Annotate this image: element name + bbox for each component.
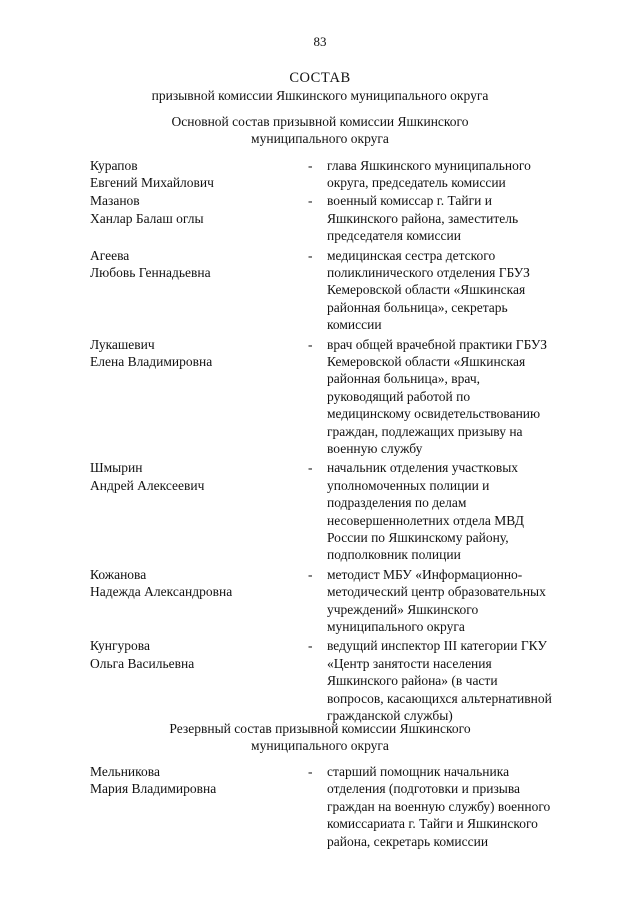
- member-surname: Кожанова: [90, 566, 147, 582]
- reserve-section-heading-line: Резервный состав призывной комиссии Яшкинского: [169, 721, 471, 736]
- description-line: ведущий инспектор III категории ГКУ: [327, 638, 547, 654]
- member-given-names: Андрей Алексеевич: [90, 477, 205, 493]
- member-surname: Шмырин: [90, 460, 143, 476]
- member-surname: Агеева: [90, 247, 130, 263]
- member-surname: Лукашевич: [90, 336, 155, 352]
- member-given-names: Надежда Александровна: [90, 584, 233, 600]
- member-given-names: Ханлар Балаш оглы: [90, 210, 204, 226]
- description-line: Кемеровской области «Яшкинская: [327, 353, 526, 369]
- description-line: района, секретарь комиссии: [327, 833, 489, 849]
- reserve-members-list: [0, 763, 640, 850]
- main-section-heading-line: Основной состав призывной комиссии Яшкинского: [171, 114, 469, 129]
- member-description: [327, 192, 589, 244]
- page-number: 83: [313, 34, 327, 49]
- member-description: [327, 336, 589, 458]
- member-row: [0, 157, 640, 192]
- description-line: граждан на военную службу) военного: [327, 798, 551, 814]
- description-line: старший помощник начальника: [327, 764, 510, 779]
- member-row: [0, 637, 640, 724]
- description-line: комиссариата г. Тайги и Яшкинского: [327, 816, 538, 832]
- member-surname: Мазанов: [90, 193, 140, 209]
- member-description: [327, 157, 589, 192]
- member-description: [327, 763, 589, 850]
- member-row: [0, 459, 640, 563]
- description-line: муниципального округа: [327, 618, 465, 634]
- description-line: врач общей врачебной практики ГБУЗ: [327, 336, 548, 352]
- member-dash: -: [308, 460, 313, 476]
- member-row: [0, 247, 640, 334]
- member-row: [0, 192, 640, 244]
- description-line: несовершеннолетних отдела МВД: [327, 512, 524, 528]
- member-name: [90, 637, 290, 672]
- member-dash: -: [308, 638, 313, 654]
- description-line: медицинская сестра детского: [327, 247, 496, 263]
- description-line: Яшкинского района, заместитель: [327, 210, 519, 226]
- document-subtitle: призывной комиссии Яшкинского муниципального округа: [151, 88, 489, 103]
- member-given-names: Евгений Михайлович: [90, 175, 214, 191]
- member-surname: Кунгурова: [90, 638, 150, 654]
- description-line: гражданской службы): [327, 707, 453, 723]
- description-line: поликлинического отделения ГБУЗ: [327, 264, 530, 280]
- reserve-section-heading: [0, 720, 640, 755]
- member-row: [0, 566, 640, 636]
- main-section-heading-line: муниципального округа: [251, 131, 389, 147]
- member-given-names: Елена Владимировна: [90, 353, 213, 369]
- description-line: округа, председатель комиссии: [327, 175, 506, 191]
- member-given-names: Мария Владимировна: [90, 781, 217, 797]
- description-line: военную службу: [327, 441, 423, 457]
- member-dash: -: [308, 193, 313, 209]
- document-title: СОСТАВ: [289, 70, 351, 86]
- reserve-section-heading-line: муниципального округа: [251, 738, 389, 754]
- member-dash: -: [308, 158, 313, 173]
- description-line: медицинскому освидетельствованию: [327, 406, 541, 422]
- member-name: [90, 566, 290, 601]
- member-dash: -: [308, 336, 313, 352]
- member-name: [90, 192, 290, 227]
- description-line: глава Яшкинского муниципального: [327, 158, 531, 173]
- description-line: методист МБУ «Информационно-: [327, 566, 523, 582]
- member-description: [327, 566, 589, 636]
- description-line: граждан, подлежащих призыву на: [327, 423, 523, 439]
- description-line: отделения (подготовки и призыва: [327, 781, 521, 797]
- member-row: [0, 763, 640, 850]
- member-name: [90, 459, 290, 494]
- description-line: районная больница», секретарь: [327, 299, 508, 315]
- description-line: начальник отделения участковых: [327, 460, 519, 476]
- description-line: вопросов, касающихся альтернативной: [327, 690, 552, 706]
- main-section-heading: [0, 113, 640, 148]
- member-description: [327, 247, 589, 334]
- description-line: России по Яшкинскому району,: [327, 530, 509, 545]
- member-description: [327, 459, 589, 563]
- description-line: подразделения по делам: [327, 495, 467, 511]
- description-line: подполковник полиции: [327, 547, 461, 563]
- member-row: [0, 336, 640, 458]
- description-line: методический центр образовательных: [327, 584, 546, 600]
- description-line: Кемеровской области «Яшкинская: [327, 282, 526, 298]
- description-line: уполномоченных полиции и: [327, 477, 490, 493]
- member-name: [90, 157, 290, 192]
- member-surname: Мельникова: [90, 764, 160, 779]
- description-line: руководящий работой по: [327, 388, 471, 404]
- description-line: районная больница», врач,: [327, 371, 480, 387]
- member-surname: Курапов: [90, 158, 138, 173]
- description-line: председателя комиссии: [327, 228, 461, 244]
- member-description: [327, 637, 589, 724]
- description-line: комиссии: [327, 317, 382, 333]
- member-name: [90, 247, 290, 282]
- member-given-names: Ольга Васильевна: [90, 655, 195, 671]
- description-line: Яшкинского района» (в части: [327, 673, 498, 689]
- main-members-list: [0, 157, 640, 724]
- member-dash: -: [308, 764, 313, 779]
- description-line: «Центр занятости населения: [327, 655, 492, 671]
- member-dash: -: [308, 566, 313, 582]
- description-line: учреждений» Яшкинского: [327, 601, 479, 617]
- member-name: [90, 763, 290, 798]
- member-dash: -: [308, 247, 313, 263]
- description-line: военный комиссар г. Тайги и: [327, 193, 492, 209]
- member-given-names: Любовь Геннадьевна: [90, 264, 211, 280]
- member-name: [90, 336, 290, 371]
